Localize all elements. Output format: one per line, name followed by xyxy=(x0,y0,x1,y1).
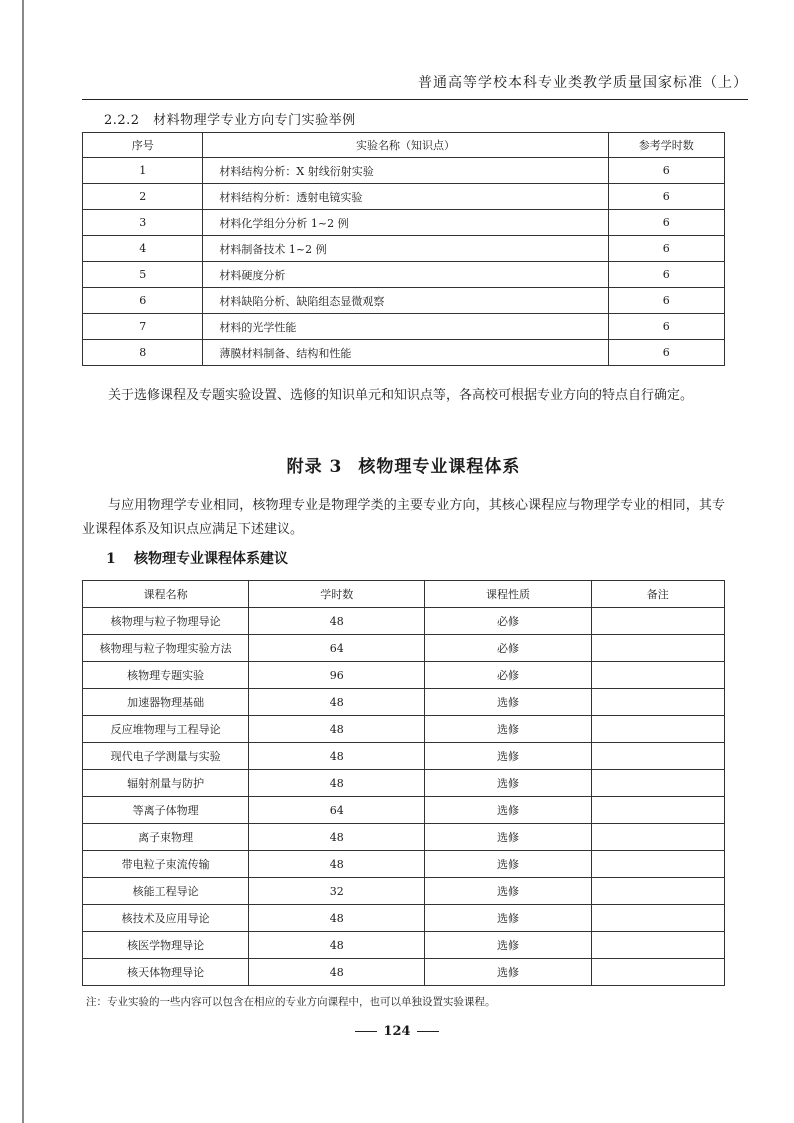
course-hours: 32 xyxy=(249,878,425,905)
appendix-title-text: 核物理专业课程体系 xyxy=(358,457,521,477)
course-hours: 48 xyxy=(249,743,425,770)
course-note xyxy=(591,797,724,824)
section-number: 1 xyxy=(106,551,116,567)
reference-hours: 6 xyxy=(608,314,724,340)
table-row xyxy=(83,608,725,635)
course-type: 选修 xyxy=(425,716,591,743)
table-row xyxy=(83,635,725,662)
table-row xyxy=(83,878,725,905)
course-type: 选修 xyxy=(425,878,591,905)
course-type: 必修 xyxy=(425,608,591,635)
course-name: 核物理与粒子物理实验方法 xyxy=(83,635,249,662)
column-header: 课程性质 xyxy=(425,581,591,608)
paragraph-intro: 与应用物理学专业相同，核物理专业是物理学类的主要专业方向，其核心课程应与物理学专业的相同，其专业课程体系及知识点应满足下述建议。 xyxy=(82,498,725,537)
course-name: 加速器物理基础 xyxy=(83,689,249,716)
column-header: 备注 xyxy=(591,581,724,608)
reference-hours: 6 xyxy=(608,262,724,288)
appendix-label: 附录 3 xyxy=(286,457,343,477)
page-number xyxy=(0,1024,794,1039)
column-header: 实验名称（知识点） xyxy=(203,133,608,158)
course-type: 选修 xyxy=(425,824,591,851)
course-hours: 48 xyxy=(249,689,425,716)
scan-edge xyxy=(22,0,24,1123)
course-name: 核医学物理导论 xyxy=(83,932,249,959)
experiment-table xyxy=(82,132,725,366)
table-row xyxy=(83,662,725,689)
table-row xyxy=(83,158,725,184)
experiment-name: 材料结构分析：X 射线衍射实验 xyxy=(203,158,608,184)
reference-hours: 6 xyxy=(608,340,724,366)
course-hours: 64 xyxy=(249,635,425,662)
row-number: 1 xyxy=(83,158,203,184)
course-note xyxy=(591,878,724,905)
reference-hours: 6 xyxy=(608,184,724,210)
row-number: 4 xyxy=(83,236,203,262)
experiment-name: 材料缺陷分析、缺陷组态显微观察 xyxy=(203,288,608,314)
course-hours: 48 xyxy=(249,608,425,635)
row-number: 5 xyxy=(83,262,203,288)
row-number: 7 xyxy=(83,314,203,340)
table-row xyxy=(83,262,725,288)
course-name: 核能工程导论 xyxy=(83,878,249,905)
table-row xyxy=(83,905,725,932)
course-table xyxy=(82,580,725,986)
table-row xyxy=(83,851,725,878)
appendix-title xyxy=(82,452,725,477)
course-name: 核技术及应用导论 xyxy=(83,905,249,932)
table-row xyxy=(83,689,725,716)
table-row xyxy=(83,824,725,851)
course-hours: 48 xyxy=(249,716,425,743)
reference-hours: 6 xyxy=(608,288,724,314)
table-row xyxy=(83,236,725,262)
table-row xyxy=(83,743,725,770)
course-type: 选修 xyxy=(425,905,591,932)
table-row xyxy=(83,210,725,236)
course-name: 等离子体物理 xyxy=(83,797,249,824)
table-row xyxy=(83,184,725,210)
table-header-row xyxy=(83,133,725,158)
course-name: 核物理专题实验 xyxy=(83,662,249,689)
running-head: 普通高等学校本科专业类教学质量国家标准（上） xyxy=(418,75,748,91)
course-note xyxy=(591,770,724,797)
course-type: 选修 xyxy=(425,932,591,959)
course-type: 选修 xyxy=(425,689,591,716)
course-note xyxy=(591,635,724,662)
course-hours: 48 xyxy=(249,770,425,797)
course-note xyxy=(591,689,724,716)
table-row xyxy=(83,314,725,340)
course-hours: 48 xyxy=(249,851,425,878)
course-type: 选修 xyxy=(425,743,591,770)
experiment-name: 材料制备技术 1~2 例 xyxy=(203,236,608,262)
course-type: 必修 xyxy=(425,662,591,689)
course-note xyxy=(591,716,724,743)
row-number: 6 xyxy=(83,288,203,314)
table-header-row xyxy=(83,581,725,608)
table-row xyxy=(83,770,725,797)
experiment-name: 材料硬度分析 xyxy=(203,262,608,288)
course-type: 选修 xyxy=(425,797,591,824)
course-name: 核物理与粒子物理导论 xyxy=(83,608,249,635)
column-header: 参考学时数 xyxy=(608,133,724,158)
experiment-name: 薄膜材料制备、结构和性能 xyxy=(203,340,608,366)
course-type: 选修 xyxy=(425,959,591,986)
table-row xyxy=(83,716,725,743)
reference-hours: 6 xyxy=(608,210,724,236)
header-rule xyxy=(82,99,748,100)
experiment-name: 材料化学组分分析 1~2 例 xyxy=(203,210,608,236)
page-number-text: 124 xyxy=(383,1024,411,1039)
course-note xyxy=(591,959,724,986)
course-note xyxy=(591,824,724,851)
course-hours: 48 xyxy=(249,824,425,851)
course-note xyxy=(591,851,724,878)
table-row xyxy=(83,959,725,986)
column-header: 课程名称 xyxy=(83,581,249,608)
course-type: 选修 xyxy=(425,770,591,797)
course-note xyxy=(591,662,724,689)
course-name: 辐射剂量与防护 xyxy=(83,770,249,797)
paragraph-electives: 关于选修课程及专题实验设置、选修的知识单元和知识点等，各高校可根据专业方向的特点自行确定。 xyxy=(108,388,694,403)
course-note xyxy=(591,743,724,770)
course-hours: 64 xyxy=(249,797,425,824)
experiment-name: 材料的光学性能 xyxy=(203,314,608,340)
course-hours: 48 xyxy=(249,959,425,986)
section-heading-222: 2.2.2 材料物理学专业方向专门实验举例 xyxy=(104,113,356,128)
course-note xyxy=(591,932,724,959)
table-row xyxy=(83,288,725,314)
course-hours: 48 xyxy=(249,932,425,959)
reference-hours: 6 xyxy=(608,158,724,184)
course-type: 选修 xyxy=(425,851,591,878)
row-number: 2 xyxy=(83,184,203,210)
experiment-table-body xyxy=(83,158,725,366)
course-note xyxy=(591,608,724,635)
row-number: 8 xyxy=(83,340,203,366)
table-row xyxy=(83,932,725,959)
table-row xyxy=(83,797,725,824)
course-hours: 96 xyxy=(249,662,425,689)
course-name: 带电粒子束流传输 xyxy=(83,851,249,878)
row-number: 3 xyxy=(83,210,203,236)
course-hours: 48 xyxy=(249,905,425,932)
experiment-name: 材料结构分析：透射电镜实验 xyxy=(203,184,608,210)
course-table-body xyxy=(83,608,725,986)
course-section-heading xyxy=(106,548,288,568)
course-note xyxy=(591,905,724,932)
course-name: 反应堆物理与工程导论 xyxy=(83,716,249,743)
reference-hours: 6 xyxy=(608,236,724,262)
course-type: 必修 xyxy=(425,635,591,662)
course-name: 离子束物理 xyxy=(83,824,249,851)
dash xyxy=(417,1031,439,1032)
section-heading-text: 核物理专业课程体系建议 xyxy=(134,551,288,567)
column-header: 学时数 xyxy=(249,581,425,608)
course-name: 现代电子学测量与实验 xyxy=(83,743,249,770)
table-note: 注：专业实验的一些内容可以包含在相应的专业方向课程中，也可以单独设置实验课程。 xyxy=(86,996,496,1008)
table-row xyxy=(83,340,725,366)
dash xyxy=(355,1031,377,1032)
column-header: 序号 xyxy=(83,133,203,158)
course-name: 核天体物理导论 xyxy=(83,959,249,986)
